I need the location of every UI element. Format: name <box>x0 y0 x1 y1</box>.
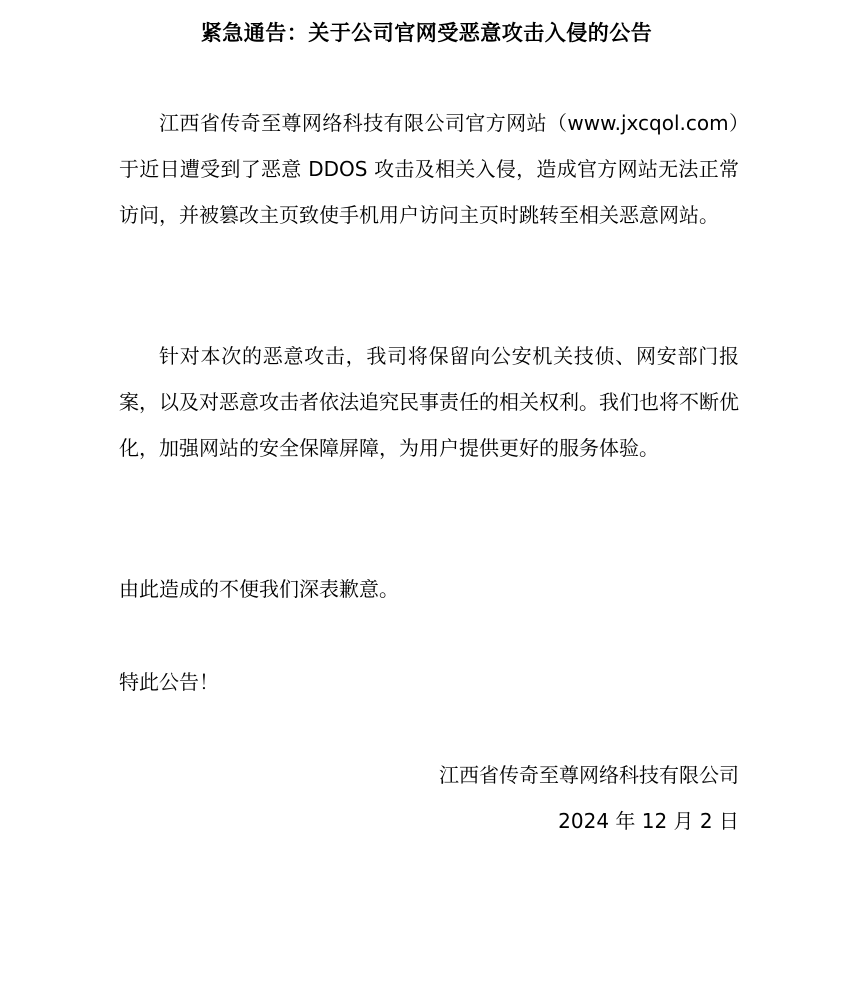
signature-company: 江西省传奇至尊网络科技有限公司 <box>439 763 739 787</box>
notice-paragraph-incident: 江西省传奇至尊网络科技有限公司官方网站（www.jxcqol.com）于近日遭受到了恶意 DDOS 攻击及相关入侵，造成官方网站无法正常访问，并被篡改主页致使手机用户访问主页时跳转至相关恶意网站。 <box>119 111 739 227</box>
notice-title: 紧急通告：关于公司官网受恶意攻击入侵的公告 <box>200 21 653 45</box>
notice-closing: 特此公告！ <box>119 670 219 694</box>
notice-apology: 由此造成的不便我们深表歉意。 <box>119 577 399 601</box>
signature-date: 2024 年 12 月 2 日 <box>558 809 739 833</box>
notice-paragraph-response: 针对本次的恶意攻击，我司将保留向公安机关技侦、网安部门报案，以及对恶意攻击者依法追究民事责任的相关权利。我们也将不断优化，加强网站的安全保障屏障，为用户提供更好的服务体验。 <box>119 344 739 460</box>
